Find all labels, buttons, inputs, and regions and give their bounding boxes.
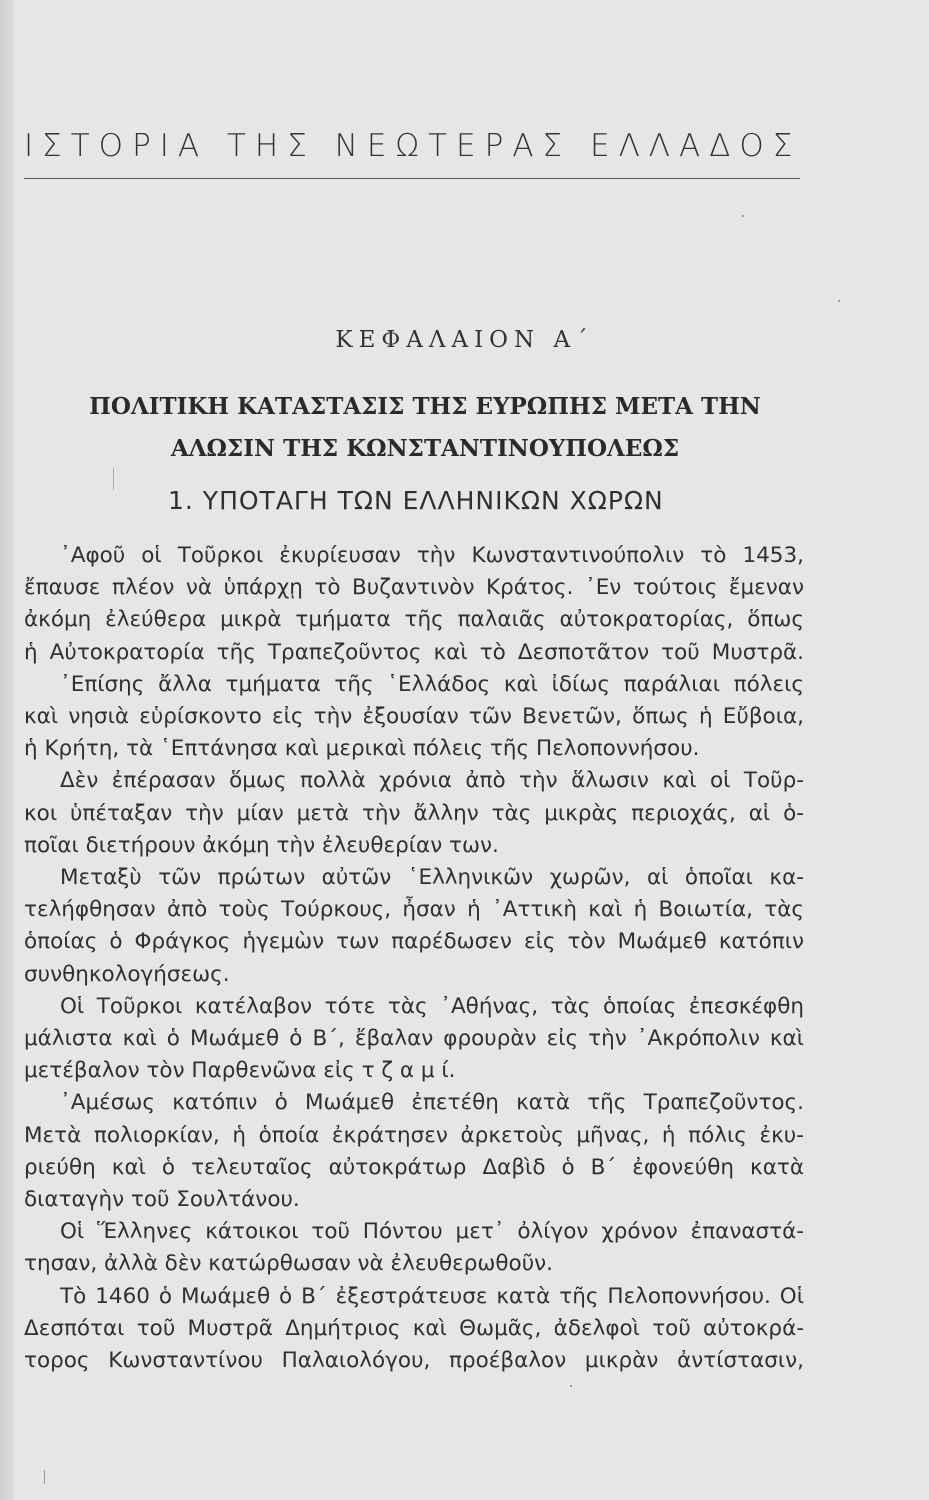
text-line: τησαν, ἀλλὰ δὲν κατώρθωσαν νὰ ἐλευθερωθοῦν.: [24, 1251, 553, 1277]
text-line: ριεύθη καὶ ὁ τελευταῖος αὐτοκράτωρ Δαβὶδ ὁ Β΄ ἐφονεύθη κατὰ: [24, 1154, 804, 1180]
text-line: Μεταξὺ τῶν πρώτων αὐτῶν ῾Ελληνικῶν χωρῶν, αἱ ὁποῖαι κα-: [60, 865, 804, 891]
text-line: μάλιστα καὶ ὁ Μωάμεθ ὁ Β΄, ἔβαλαν φρουρὰν εἰς τὴν ᾿Ακρόπολιν καὶ: [24, 1026, 804, 1052]
scan-speck: [570, 1385, 572, 1387]
text-line: ᾿Αμέσως κατόπιν ὁ Μωάμεθ ἐπετέθη κατὰ τῆς Τραπεζοῦντος.: [60, 1090, 804, 1116]
text-line: ὁποίας ὁ Φράγκος ἡγεμὼν των παρέδωσεν εἰς τὸν Μωάμεθ κατόπιν: [24, 929, 804, 955]
text-line: Οἱ Τοῦρκοι κατέλαβον τότε τὰς ᾿Αθήνας, τὰς ὁποίας ἐπεσκέφθη: [60, 993, 804, 1019]
text-line: ἀκόμη ἐλεύθερα μικρὰ τμήματα τῆς παλαιᾶς αὐτοκρατορίας, ὅπως: [24, 607, 804, 633]
section-heading: 1. ΥΠΟΤΑΓΗ ΤΩΝ ΕΛΛΗΝΙΚΩΝ ΧΩΡΩΝ: [168, 486, 664, 515]
text-line: Τὸ 1460 ὁ Μωάμεθ ὁ Β΄ ἐξεστράτευσε κατὰ τῆς Πελοποννήσου. Οἱ: [60, 1283, 804, 1309]
page-edge-shadow: [0, 0, 14, 1500]
text-line: συνθηκολογήσεως.: [24, 961, 230, 987]
text-line: Μετὰ πολιορκίαν, ἡ ὁποία ἐκράτησεν ἀρκετοὺς μῆνας, ἡ πόλις ἐκυ-: [24, 1122, 804, 1148]
text-line: ᾿Επίσης ἄλλα τμήματα τῆς ῾Ελλάδος καὶ ἰδίως παράλιαι πόλεις: [60, 671, 804, 697]
text-line: τελήφθησαν ἀπὸ τοὺς Τούρκους, ἦσαν ἡ ᾿Αττικὴ καὶ ἡ Βοιωτία, τὰς: [24, 897, 804, 923]
text-line: ᾿Αφοῦ οἱ Τοῦρκοι ἐκυρίευσαν τὴν Κωνσταντινούπολιν τὸ 1453,: [60, 543, 804, 568]
text-line: καὶ νησιὰ εὑρίσκοντο εἰς τὴν ἐξουσίαν τῶν Βενετῶν, ὅπως ἡ Εὔβοια,: [24, 704, 804, 730]
text-line: διαταγὴν τοῦ Σουλτάνου.: [24, 1187, 300, 1213]
chapter-heading: ΚΕΦΑΛΑΙΟΝ Α΄: [335, 327, 594, 353]
scan-mark: [113, 468, 114, 490]
chapter-title: [30, 386, 820, 470]
scan-speck: [742, 215, 744, 217]
chapter-title-line: ΠΟΛΙΤΙΚΗ ΚΑΤΑΣΤΑΣΙΣ ΤΗΣ ΕΥΡΩΠΗΣ ΜΕΤΑ ΤΗΝ: [89, 393, 761, 420]
text-line: μετέβαλον τὸν Παρθενῶνα εἰς τ ζ α μ ί.: [24, 1058, 456, 1084]
text-line: τορος Κωνσταντίνου Παλαιολόγου, προέβαλον μικρὰν ἀντίστασιν,: [24, 1348, 804, 1374]
scan-speck: [838, 300, 840, 302]
running-head: ΙΣΤΟΡΙΑ ΤΗΣ ΝΕΩΤΕΡΑΣ ΕΛΛΑΔΟΣ: [24, 128, 802, 164]
chapter-title-line: ΑΛΩΣΙΝ ΤΗΣ ΚΩΝΣΤΑΝΤΙΝΟΥΠΟΛΕΩΣ: [170, 435, 680, 462]
text-line: κοι ὑπέταξαν τὴν μίαν μετὰ τὴν ἄλλην τὰς μικρὰς περιοχάς, αἱ ὁ-: [24, 800, 804, 826]
text-line: ἡ Αὐτοκρατορία τῆς Τραπεζοῦντος καὶ τὸ Δεσποτᾶτον τοῦ Μυστρᾶ.: [24, 639, 804, 665]
text-line: ἡ Κρήτη, τὰ ῾Επτάνησα καὶ μερικαὶ πόλεις τῆς Πελοποννήσου.: [24, 736, 700, 762]
text-line: ποῖαι διετήρουν ἀκόμη τὴν ἐλευθερίαν των.: [24, 832, 499, 858]
text-line: ἔπαυσε πλέον νὰ ὑπάρχῃ τὸ Βυζαντινὸν Κράτος. ᾿Εν τούτοις ἔμεναν: [24, 575, 804, 601]
scan-mark: [44, 1470, 45, 1484]
text-line: Οἱ Ἕλληνες κάτοικοι τοῦ Πόντου μετ᾿ ὀλίγον χρόνον ἐπαναστά-: [60, 1219, 804, 1245]
header-rule: [24, 178, 800, 179]
text-line: Δεσπόται τοῦ Μυστρᾶ Δημήτριος καὶ Θωμᾶς, ἀδελφοὶ τοῦ αὐτοκρά-: [24, 1315, 804, 1341]
body-text: [24, 540, 804, 1377]
text-line: Δὲν ἐπέρασαν ὅμως πολλὰ χρόνια ἀπὸ τὴν ἅλωσιν καὶ οἱ Τοῦρ-: [60, 768, 804, 794]
